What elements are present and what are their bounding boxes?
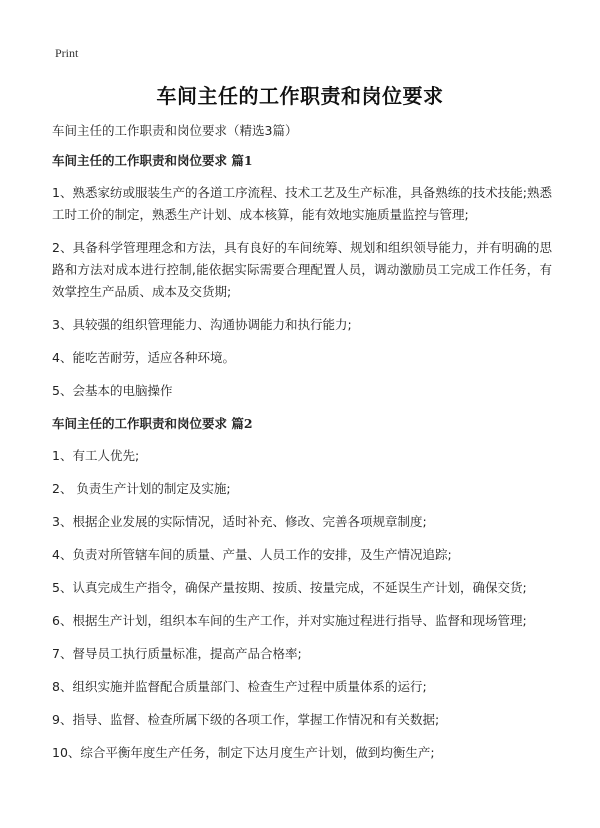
list-item: 2、 负责生产计划的制定及实施; — [52, 481, 231, 496]
list-item: 1、有工人优先; — [52, 448, 140, 463]
list-item: 7、督导员工执行质量标准，提高产品合格率; — [52, 646, 302, 661]
list-item: 6、根据生产计划，组织本车间的生产工作，并对实施过程进行指导、监督和现场管理; — [52, 613, 527, 628]
list-item: 4、负责对所管辖车间的质量、产量、人员工作的安排，及生产情况追踪; — [52, 547, 452, 562]
list-item: 8、组织实施并监督配合质量部门、检查生产过程中质量体系的运行; — [52, 679, 427, 694]
section-heading: 车间主任的工作职责和岗位要求 篇1 — [52, 153, 253, 168]
section-1 — [52, 150, 552, 402]
list-item: 9、指导、监督、检查所属下级的各项工作，掌握工作情况和有关数据; — [52, 712, 440, 727]
section-2 — [52, 413, 552, 764]
print-label: Print — [55, 46, 79, 60]
section-heading: 车间主任的工作职责和岗位要求 篇2 — [52, 416, 253, 431]
document-body — [52, 120, 552, 775]
list-item: 5、认真完成生产指令，确保产量按期、按质、按量完成，不延误生产计划，确保交货; — [52, 580, 527, 595]
list-item: 10、综合平衡年度生产任务，制定下达月度生产计划，做到均衡生产; — [52, 745, 435, 760]
list-item: 2、具备科学管理理念和方法，具有良好的车间统筹、规划和组织领导能力，并有明确的思路和方法对成本进行控制,能依据实际需要合理配置人员，调动激励员工完成工作任务，有效掌控生产品质、成本及交货期; — [52, 240, 552, 299]
list-item: 3、根据企业发展的实际情况，适时补充、修改、完善各项规章制度; — [52, 514, 427, 529]
page-title: 车间主任的工作职责和岗位要求 — [156, 84, 444, 108]
document-subtitle: 车间主任的工作职责和岗位要求（精选3篇） — [52, 123, 298, 138]
list-item: 1、熟悉家纺或服装生产的各道工序流程、技术工艺及生产标准，具备熟练的技术技能;熟悉工时工价的制定，熟悉生产计划、成本核算，能有效地实施质量监控与管理; — [52, 185, 552, 222]
list-item: 3、具较强的组织管理能力、沟通协调能力和执行能力; — [52, 317, 352, 332]
list-item: 4、能吃苦耐劳，适应各种环境。 — [52, 350, 235, 365]
list-item: 5、会基本的电脑操作 — [52, 383, 173, 398]
